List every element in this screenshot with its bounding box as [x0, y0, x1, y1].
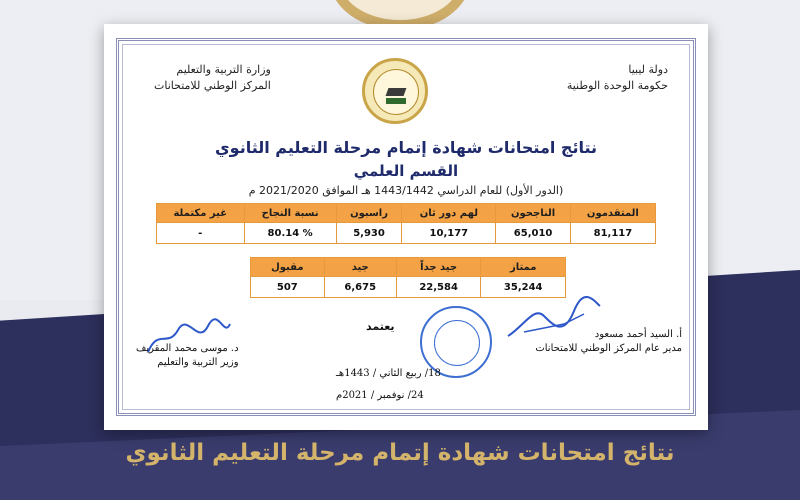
results-table-header — [157, 204, 656, 223]
value-second-round: 10,177 — [402, 223, 496, 244]
minister-role: وزير التربية والتعليم — [157, 357, 239, 368]
value-pass-rate: % 80.14 — [244, 223, 336, 244]
header-very-good: جيد جداً — [396, 258, 481, 277]
results-table-row — [157, 223, 656, 244]
value-very-good: 22,584 — [396, 277, 481, 298]
header-excellent: ممتاز — [481, 258, 566, 277]
header-incomplete: غير مكتملة — [157, 204, 245, 223]
grades-table-row — [251, 277, 566, 298]
header-applicants: المتقدمون — [570, 204, 655, 223]
value-excellent: 35,244 — [481, 277, 566, 298]
header-good: جيد — [324, 258, 396, 277]
results-certificate — [104, 24, 708, 430]
footer-title: نتائج امتحانات شهادة إتمام مرحلة التعليم الثانوي — [125, 440, 675, 466]
date-gregorian: 24/ نوفمبر / 2021م — [336, 390, 424, 401]
header-ministry — [154, 62, 271, 94]
grades-table-header — [251, 258, 566, 277]
value-incomplete: - — [157, 223, 245, 244]
director-name: أ. السيد أحمد مسعود — [594, 329, 682, 340]
director-signature — [535, 328, 682, 356]
director-role: مدير عام المركز الوطني للامتحانات — [535, 343, 682, 354]
section-title: القسم العلمي — [353, 162, 459, 180]
header-passed: الناجحون — [496, 204, 570, 223]
grades-table — [250, 257, 566, 298]
certificate-title: نتائج امتحانات شهادة إتمام مرحلة التعليم الثانوي — [215, 138, 597, 157]
header-failed: راسبون — [336, 204, 402, 223]
header-government: حكومة الوحدة الوطنية — [566, 79, 668, 92]
header-acceptable: مقبول — [251, 258, 325, 277]
value-failed: 5,930 — [336, 223, 402, 244]
minister-name: د. موسى محمد المقريف — [136, 343, 239, 354]
date-hijri: 18/ ربيع الثاني / 1443هـ — [336, 368, 441, 379]
header-pass-rate: نسبة النجاح — [244, 204, 336, 223]
minister-signature — [136, 342, 239, 370]
value-passed: 65,010 — [496, 223, 570, 244]
header-ministry-name: وزارة التربية والتعليم — [176, 63, 271, 76]
session-subtitle: (الدور الأول) للعام الدراسي 1443/1442 هـ الموافق 2021/2020 م — [248, 184, 564, 197]
approval-label: يعتمد — [366, 320, 395, 333]
header-exam-center: المركز الوطني للامتحانات — [154, 79, 271, 92]
header-state — [567, 62, 668, 94]
exam-center-emblem-icon — [362, 58, 428, 124]
header-country: دولة ليبيا — [628, 63, 668, 76]
results-table — [156, 203, 656, 244]
value-applicants: 81,117 — [570, 223, 655, 244]
value-good: 6,675 — [324, 277, 396, 298]
value-acceptable: 507 — [251, 277, 325, 298]
header-second-round: لهم دور ثان — [402, 204, 496, 223]
